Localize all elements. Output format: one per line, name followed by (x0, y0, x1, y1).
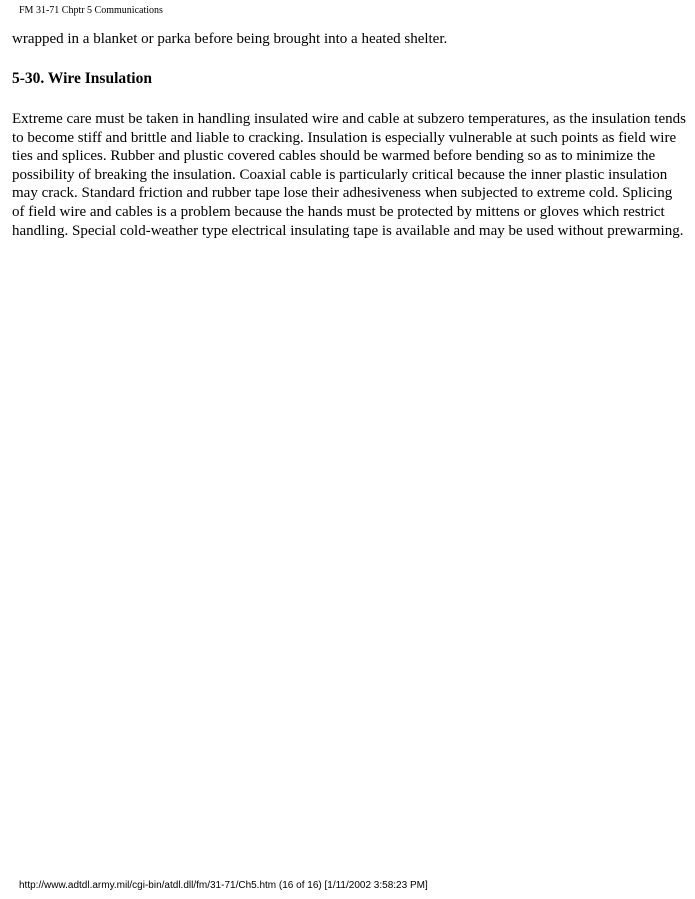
section-heading: 5-30. Wire Insulation (12, 70, 152, 87)
page-header-title: FM 31-71 Chptr 5 Communications (19, 5, 163, 16)
page-footer-url: http://www.adtdl.army.mil/cgi-bin/atdl.dll/fm/31-71/Ch5.htm (16 of 16) [1/11/2002 3:58:23 PM] (19, 880, 428, 891)
carryover-text: wrapped in a blanket or parka before being brought into a heated shelter. (12, 31, 448, 47)
body-paragraph: Extreme care must be taken in handling insulated wire and cable at subzero temperatures, as the insulation tends to become stiff and brittle and liable to cracking. Insulation is especially vulnerable at such points as field wire ties and splices. Rubber and plustic covered cables should be warmed before bending so as to minimize the possibility of breaking the insulation. Coaxial cable is particularly critical because the inner plastic insulation may crack. Standard friction and rubber tape lose their adhesiveness when subjected to extreme cold. Splicing of field wire and cables is a problem because the hands must be protected by mittens or gloves which restrict handling. Special cold-weather type electrical insulating tape is available and may be used without prewarming. (12, 111, 686, 239)
